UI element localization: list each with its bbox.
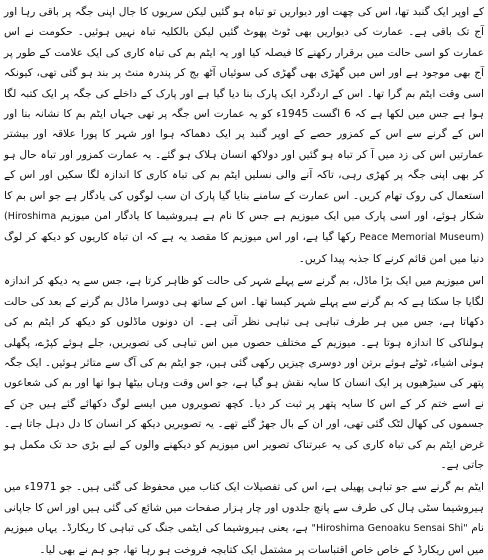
- book-japanese-title: "Hiroshima Genoaku Sensai Shi": [311, 523, 468, 535]
- paragraph-1-text-end: رکھا گیا ہے، اور اس میوزیم کا مقصد یہ ہے کہ ان تباہ کاریوں کو دیکھ کر لوگ دنیا میں امن قائم کرنے کا جذبہ پیدا کریں۔: [4, 231, 484, 265]
- museum-english-name: (Hiroshima Peace Memorial Museum): [4, 211, 484, 244]
- paragraph-1: [4, 2, 484, 269]
- paragraph-2-text: اس میوزیم میں ایک بڑا ماڈل، بم گرنے سے پہلے شہر کی حالت کو ظاہر کرتا ہے، جس سے یہ دیکھ کر اندازہ لگایا جا سکتا ہے کہ بم گرنے سے پہلے شہر کیسا تھا۔ اس کے ساتھ ہی دوسرا ماڈل بم گرنے کے بعد کی حالت دکھاتا ہے، جس میں ہر طرف تباہی ہی تباہی نظر آتی ہے۔ ان دونوں ماڈلوں کو دیکھ کر ایٹم بم کی ہولناکی کا اندازہ ہوتا ہے۔ میوزیم کے مختلف حصوں میں اس تباہی کی تصویریں، جلے ہوئے کپڑے، پگھلی ہوئی اشیاء، ٹوٹے ہوئے برتن اور دوسری چیزیں رکھی گئی ہیں، جو ایٹم بم کی آگ سے متاثر ہوئیں۔ ایک جگہ پتھر کی سیڑھیوں پر ایک انسان کا سایہ نقش ہو گیا ہے، جو اس وقت وہاں بیٹھا ہوا تھا اور بم کی شعاعوں نے اسے ختم کر کے اس کا سایہ پتھر پر ثبت کر دیا۔ کچھ تصویروں میں ایسے لوگ دکھائے گئے ہیں جن کے جسموں کی کھال لٹک گئی تھی، اور ان کے بال جھڑ گئے تھے۔ یہ تصویریں دیکھ کر انسان کا دل دہل جاتا ہے۔ غرض ایٹم بم کی تباہ کاری کی یہ عبرتناک تصویر اس میوزیم کو دیکھنے والوں کے لیے بڑی حد تک مکمل ہو جاتی ہے۔: [4, 275, 484, 471]
- paragraph-3-text: ایٹم بم گرنے سے جو تباہی پھیلی ہے، اس کی تفصیلات ایک کتاب میں محفوظ کی گئی ہیں۔ جو 1971ء میں ہیروشیما سٹی ہال کی طرف سے پانچ جلدوں اور چار ہزار صفحات میں شائع کی گئی ہیں اور اس کا جاپانی نام: [4, 481, 484, 535]
- paragraph-2: [4, 271, 484, 475]
- paragraph-3-text-end: ہے، یعنی ہیروشیما کی ایٹمی جنگ کی تباہی کا ریکارڈ۔ یہاں میوزیم میں اس ریکارڈ کے خاص خاص اقتباسات پر مشتمل ایک کتابچہ فروخت ہو رہا تھا، جو ہم نے بھی لیا۔: [4, 522, 484, 556]
- paragraph-3: [4, 477, 484, 560]
- paragraph-1-text: کے اوپر ایک گنبد تھا، اس کی چھت اور دیواریں تو تباہ ہو گئیں لیکن سریوں کا جال اپنی جگہ پر باقی رہا اور آج تک باقی ہے۔ عمارت کی دیواریں بھی ٹوٹ پھوٹ گئیں لیکن بالکلیہ تباہ نہیں ہوئیں۔ حکومت نے اس عمارت کو اسی حالت میں برقرار رکھنے کا فیصلہ کیا اور یہ ایٹم بم کی تباہ کاری کی ایک علامت کے طور پر آج بھی موجود ہے اور اس میں گھڑی بھی گھڑی کی سوئیاں آٹھ بج کر پندرہ منٹ پر بند ہو گئی تھی، کیونکہ اسی وقت ایٹم بم گرا تھا۔ اس کے اردگرد ایک پارک بنا دیا گیا ہے اور پارک کے داخلے کی جگہ پر ایک کتبہ لگا ہوا ہے جس میں لکھا ہے کہ 6 اگست 1945ء کو یہ عمارت اس جگہ پر تھی جہاں ایٹم بم کا نشانہ بنا اور اس کے گرنے سے اس کے کمزور حصے کے اوپر گنبد پر ایک دھماکہ ہوا اور شہر کا پورا علاقہ اور بیشتر عمارتیں اس کی زد میں آ کر تباہ ہو گئیں اور دولاکھ انسان ہلاک ہو گئے۔ یہ عمارت کمزور اور تباہ حال ہو کر بھی اپنی جگہ پر کھڑی رہی، تاکہ آنے والی نسلیں ایٹم بم کی تباہ کاری کا اندازہ لگا سکیں اور اس کے استعمال کی روک تھام کریں۔ اس عمارت کے سامنے بنایا گیا پارک ان سب لوگوں کی یادگار ہے جو اس بم کا شکار ہوئے، اور اسی پارک میں ایک میوزیم ہے جس کا نام ہے ہیروشیما کا یادگار امن میوزیم: [4, 6, 484, 223]
